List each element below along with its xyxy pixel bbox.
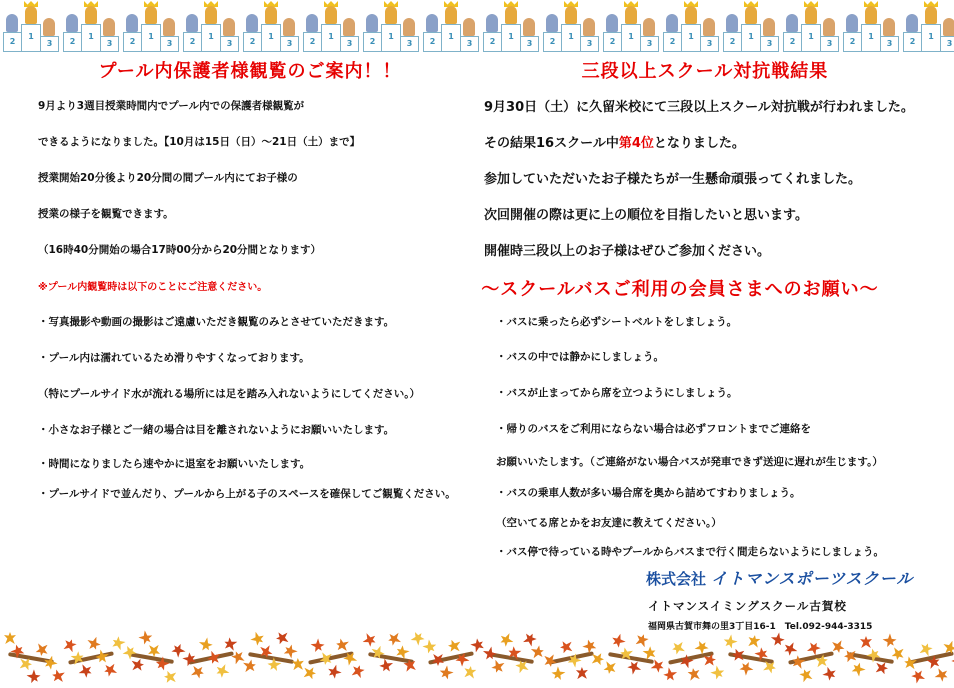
podium-icon: 2 1 3 [422, 6, 480, 52]
school-name: イトマンスイミングスクール古賀校 [648, 599, 847, 613]
podium-icon: 2 1 3 [842, 6, 900, 52]
maple-leaf-icon [770, 632, 786, 648]
result-line: 参加していただいたお子様たちが一生懸命頑張ってくれました。 [484, 172, 862, 187]
maple-leaf-icon [170, 642, 187, 659]
maple-leaf-icon [243, 659, 258, 674]
podium-icon: 2 1 3 [902, 6, 954, 52]
company-logo [646, 566, 913, 589]
rule-item: ・プール内は濡れているため滑りやすくなっております。 [38, 352, 310, 364]
maple-leaf-icon [131, 658, 144, 671]
rule-item: ・写真撮影や動画の撮影はご遠慮いただき観覧のみとさせていただきます。 [38, 316, 395, 328]
maple-leaf-icon [738, 660, 755, 677]
maple-leaf-icon [850, 661, 867, 678]
maple-leaf-icon [876, 662, 889, 675]
result-rank: 第4位 [618, 136, 654, 151]
maple-leaf-icon [463, 665, 477, 679]
maple-leaf-icon [576, 667, 588, 679]
podium-icon: 2 1 3 [362, 6, 420, 52]
result-line: 9月30日（土）に久留米校にて三段以上スクール対抗戦が行われました。 [484, 100, 914, 115]
maple-leaf-icon [822, 666, 839, 683]
result-line: 開催時三段以上のお子様はぜひご参加ください。 [484, 244, 771, 259]
maple-leaf-icon [522, 631, 538, 647]
maple-leaf-icon [387, 632, 402, 647]
podium-icon: 2 1 3 [782, 6, 840, 52]
maple-leaf-icon [550, 666, 567, 683]
maple-leaf-icon [610, 633, 627, 650]
bus-rule: （空いてる席とかをお友達に教えてください。） [496, 517, 722, 529]
rule-item: ・時間になりましたら速やかに退室をお願いいたします。 [38, 458, 311, 470]
school-address: 福岡県古賀市舞の里3丁目16-1 Tel.092-944-3315 [648, 622, 873, 632]
maple-leaf-icon [798, 667, 813, 682]
maple-leaf-icon [164, 671, 177, 684]
podium-icon: 2 1 3 [602, 6, 660, 52]
bus-rule: ・バスが止まってから席を立つようにしましょう。 [496, 387, 738, 399]
maple-leaf-icon [882, 633, 899, 650]
podium-icon: 2 1 3 [242, 6, 300, 52]
maple-leaf-icon [250, 631, 267, 648]
maple-leaf-icon [26, 669, 43, 686]
company-brand: イトマンスポーツスクール [711, 569, 914, 588]
maple-leaf-icon [275, 631, 288, 644]
maple-leaf-icon [35, 643, 49, 657]
bus-rule: ・バスの中では静かにしましょう。 [496, 351, 664, 363]
podium-icon: 2 1 3 [662, 6, 720, 52]
podium-icon: 2 1 3 [482, 6, 540, 52]
maple-leaf-icon [138, 630, 155, 647]
maple-leaf-icon [410, 630, 427, 647]
podium-icon: 2 1 3 [182, 6, 240, 52]
maple-leaf-icon [860, 636, 872, 648]
result-prefix: その結果16スクール中 [484, 136, 619, 151]
maple-leaf-icon [122, 644, 139, 661]
maple-leaf-icon [490, 659, 505, 674]
maple-leaf-icon [782, 641, 798, 657]
bus-rule: ・バスの乗車人数が多い場合席を奥から詰めてすわりましょう。 [496, 487, 801, 499]
podium-icon: 2 1 3 [122, 6, 180, 52]
podium-icon: 2 1 3 [302, 6, 360, 52]
maple-leaf-icon [498, 632, 514, 648]
notice-line: 授業の様子を観覧できます。 [38, 208, 174, 220]
rule-item: （特にプールサイド水が流れる場所には足を踏み入れないようにしてください。） [38, 388, 420, 400]
maple-leaf-icon [687, 667, 701, 681]
autumn-leaf-border [0, 626, 954, 688]
competition-result-section [480, 58, 930, 86]
maple-leaf-icon [592, 653, 605, 666]
maple-leaf-icon [62, 637, 77, 652]
maple-leaf-icon [722, 634, 739, 651]
maple-leaf-icon [710, 665, 727, 682]
maple-leaf-icon [310, 638, 327, 655]
result-line: 次回開催の際は更に上の順位を目指したいと思います。 [484, 208, 808, 223]
notice-line: 授業開始20分後より20分間の間プール内にてお子様の [38, 172, 298, 184]
bus-rule: ・バスに乗ったら必ずシートベルトをしましょう。 [496, 316, 738, 328]
maple-leaf-icon [351, 664, 366, 679]
maple-leaf-icon [482, 646, 498, 662]
maple-leaf-icon [603, 661, 617, 675]
notice-line: できるようになりました。【10月は15日（日）～21日（土）まで】 [38, 136, 361, 148]
maple-leaf-icon [198, 637, 214, 653]
maple-leaf-icon [103, 663, 118, 678]
maple-leaf-icon [747, 634, 761, 648]
maple-leaf-icon [282, 643, 299, 660]
maple-leaf-icon [671, 641, 686, 656]
maple-leaf-icon [335, 638, 349, 652]
result-summary [484, 132, 745, 151]
maple-leaf-icon [438, 665, 455, 682]
notice-line: （16時40分開始の場合17時00分から20分間となります） [38, 244, 322, 256]
maple-leaf-icon [662, 667, 678, 683]
maple-leaf-icon [531, 645, 546, 660]
maple-leaf-icon [4, 632, 16, 644]
competition-result-heading: 三段以上スクール対抗戦結果 [581, 61, 829, 82]
bus-rule: ・帰りのバスをご利用にならない場合は必ずフロントまでご連絡を [496, 423, 811, 435]
branch-icon [788, 651, 834, 664]
maple-leaf-icon [214, 663, 230, 679]
viewing-notice-heading: プール内保護者様観覧のご案内！！ [98, 61, 402, 82]
viewing-notice-section [30, 58, 470, 86]
maple-leaf-icon [891, 647, 905, 661]
maple-leaf-icon [86, 636, 101, 651]
maple-leaf-icon [51, 669, 65, 683]
bus-rule: ・バス停で待っている時やプールからバスまで行く間走らないようにしましょう。 [496, 546, 884, 558]
maple-leaf-icon [422, 639, 439, 656]
maple-leaf-icon [934, 667, 950, 683]
maple-leaf-icon [326, 664, 343, 681]
branch-icon [368, 652, 414, 664]
podium-icon: 2 1 3 [542, 6, 600, 52]
maple-leaf-icon [918, 641, 933, 656]
maple-leaf-icon [110, 635, 126, 651]
bus-rule: お願いいたします。（ご連絡がない場合バスが発車できず送迎に遅れが生じます。） [496, 456, 883, 468]
maple-leaf-icon [303, 666, 316, 679]
maple-leaf-icon [78, 663, 94, 679]
maple-leaf-icon [42, 655, 59, 672]
company-prefix: 株式会社 [646, 570, 707, 588]
maple-leaf-icon [559, 640, 572, 653]
maple-leaf-icon [634, 632, 649, 647]
maple-leaf-icon [292, 658, 304, 670]
maple-leaf-icon [191, 665, 206, 680]
podium-icon: 2 1 3 [62, 6, 120, 52]
notice-line: 9月より3週目授業時間内でプール内での保護者様観覧が [38, 100, 305, 112]
maple-leaf-icon [222, 636, 238, 652]
podium-border [0, 0, 954, 52]
maple-leaf-icon [910, 668, 926, 684]
podium-icon: 2 1 3 [722, 6, 780, 52]
rule-item: ・プールサイドで並んだり、プールから上がる子のスペースを確保してご観覧ください。 [38, 488, 456, 500]
bus-heading: ～スクールバスご利用の会員さまへのお願い～ [481, 279, 879, 300]
maple-leaf-icon [362, 632, 378, 648]
result-suffix: となりました。 [653, 136, 745, 151]
maple-leaf-icon [448, 640, 461, 653]
rule-item: ・小さなお子様とご一緒の場合は目を離されないようにお願いいたします。 [38, 424, 395, 436]
podium-icon: 2 1 3 [2, 6, 60, 52]
caution-notice: ※プール内観覧時は以下のことにご注意ください。 [38, 282, 268, 293]
